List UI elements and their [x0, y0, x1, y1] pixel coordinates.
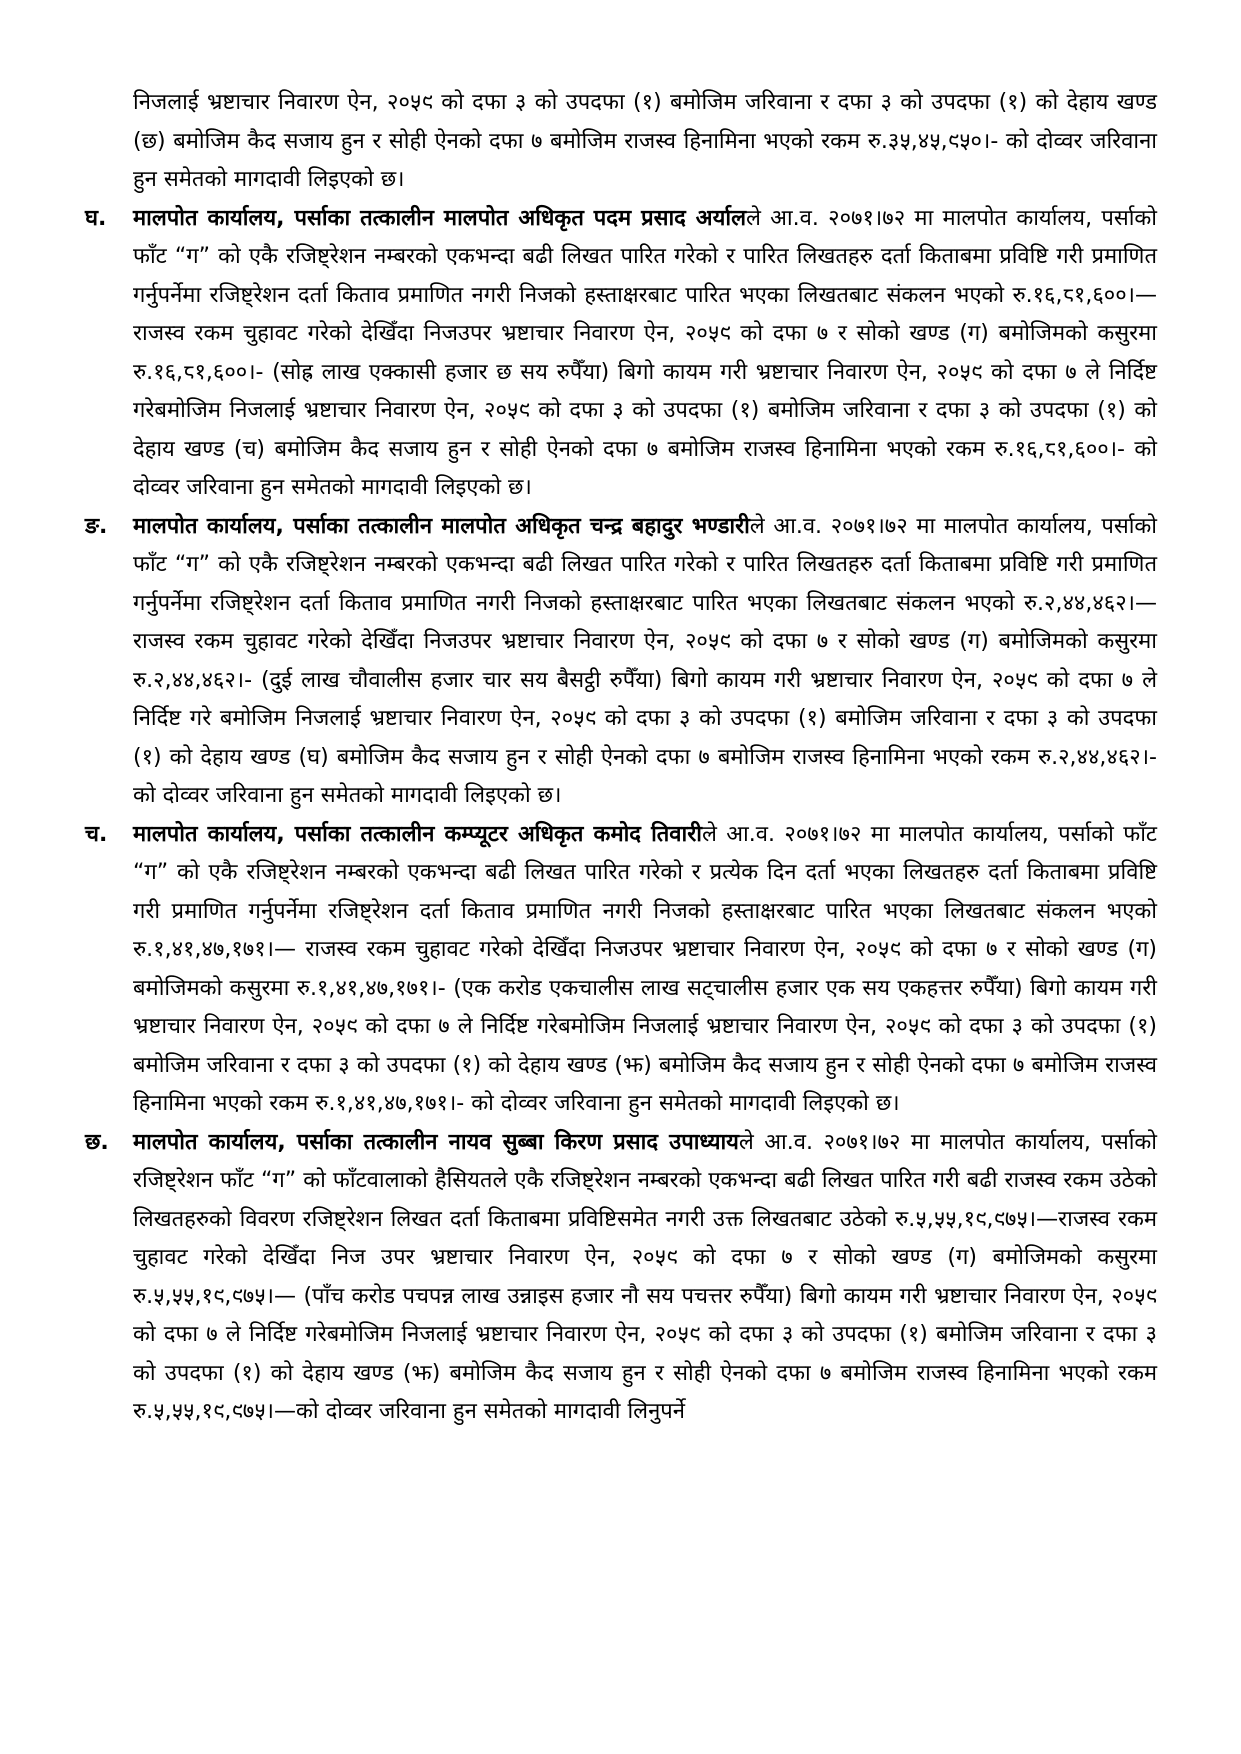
- section-text: [133, 816, 1157, 1124]
- section-label: च.: [85, 821, 108, 847]
- section-item-nga: [85, 508, 1157, 816]
- section-lead: मालपोत कार्यालय, पर्साका तत्कालीन कम्प्यूटर अधिकृत कमोद तिवारी: [133, 821, 702, 847]
- section-label: छ.: [85, 1129, 109, 1155]
- document-content: [85, 84, 1157, 1432]
- section-lead: मालपोत कार्यालय, पर्साका तत्कालीन नायव सुब्बा किरण प्रसाद उपाध्याय: [133, 1129, 739, 1155]
- section-label: घ.: [85, 205, 107, 231]
- section-body: ले आ.व. २०७१।७२ मा मालपोत कार्यालय, पर्साको फाँट “ग” को एकै रजिष्ट्रेशन नम्बरको एकभन्दा बढी लिखत पारित गरेको र प्रत्येक दिन दर्ता भएका लिखतहरु दर्ता किताबमा प्रविष्टि गरी प्रमाणित गर्नुपर्नेमा रजिष्ट्रेशन दर्ता किताव प्रमाणित नगरी निजको हस्ताक्षरबाट पारित भएका लिखतबाट संकलन भएको रु.१,४१,४७,१७१।— राजस्व रकम चुहावट गरेको देखिँदा निजउपर भ्रष्टाचार निवारण ऐन, २०५९ को दफा ७ र सोको खण्ड (ग) बमोजिमको कसुरमा रु.१,४१,४७,१७१।- (एक करोड एकचालीस लाख सट्चालीस हजार एक सय एकहत्तर रुपैँया) बिगो कायम गरी भ्रष्टाचार निवारण ऐन, २०५९ को दफा ७ ले निर्दिष्ट गरेबमोजिम निजलाई भ्रष्टाचार निवारण ऐन, २०५९ को दफा ३ को उपदफा (१) बमोजिम जरिवाना र दफा ३ को उपदफा (१) को देहाय खण्ड (झ) बमोजिम कैद सजाय हुन र सोही ऐनको दफा ७ बमोजिम राजस्व हिनामिना भएको रकम रु.१,४१,४७,१७१।- को दोव्वर जरिवाना हुन समेतको मागदावी लिइएको छ।: [133, 821, 1157, 1116]
- section-label: ङ.: [85, 513, 108, 539]
- section-text: [133, 508, 1157, 816]
- section-body: ले आ.व. २०७१।७२ मा मालपोत कार्यालय, पर्साको फाँट “ग” को एकै रजिष्ट्रेशन नम्बरको एकभन्दा बढी लिखत पारित गरेको र पारित लिखतहरु दर्ता किताबमा प्रविष्टि गरी प्रमाणित गर्नुपर्नेमा रजिष्ट्रेशन दर्ता किताव प्रमाणित नगरी निजको हस्ताक्षरबाट पारित भएका लिखतबाट संकलन भएको रु.१६,८१,६००।— राजस्व रकम चुहावट गरेको देखिँदा निजउपर भ्रष्टाचार निवारण ऐन, २०५९ को दफा ७ र सोको खण्ड (ग) बमोजिमको कसुरमा रु.१६,८१,६००।- (सोह्र लाख एक्कासी हजार छ सय रुपैँया) बिगो कायम गरी भ्रष्टाचार निवारण ऐन, २०५९ को दफा ७ ले निर्दिष्ट गरेबमोजिम निजलाई भ्रष्टाचार निवारण ऐन, २०५९ को दफा ३ को उपदफा (१) बमोजिम जरिवाना र दफा ३ को उपदफा (१) को देहाय खण्ड (च) बमोजिम कैद सजाय हुन र सोही ऐनको दफा ७ बमोजिम राजस्व हिनामिना भएको रकम रु.१६,८१,६००।- को दोव्वर जरिवाना हुन समेतको मागदावी लिइएको छ।: [133, 205, 1158, 500]
- section-body: ले आ.व. २०७१।७२ मा मालपोत कार्यालय, पर्साको रजिष्ट्रेशन फाँट “ग” को फाँटवालाको हैसियतले एकै रजिष्ट्रेशन नम्बरको एकभन्दा बढी लिखत पारित गरी बढी राजस्व रकम उठेको लिखतहरुको विवरण रजिष्ट्रेशन लिखत दर्ता किताबमा प्रविष्टिसमेत नगरी उक्त लिखतबाट उठेको रु.५,५५,१९,९७५।—राजस्व रकम चुहावट गरेको देखिँदा निज उपर भ्रष्टाचार निवारण ऐन, २०५९ को दफा ७ र सोको खण्ड (ग) बमोजिमको कसुरमा रु.५,५५,१९,९७५।— (पाँच करोड पचपन्न लाख उन्नाइस हजार नौ सय पचत्तर रुपैँया) बिगो कायम गरी भ्रष्टाचार निवारण ऐन, २०५९ को दफा ७ ले निर्दिष्ट गरेबमोजिम निजलाई भ्रष्टाचार निवारण ऐन, २०५९ को दफा ३ को उपदफा (१) बमोजिम जरिवाना र दफा ३ को उपदफा (१) को देहाय खण्ड (झ) बमोजिम कैद सजाय हुन र सोही ऐनको दफा ७ बमोजिम राजस्व हिनामिना भएको रकम रु.५,५५,१९,९७५।—को दोव्वर जरिवाना हुन समेतको मागदावी लिनुपर्ने: [133, 1129, 1157, 1424]
- paragraph-continuation: निजलाई भ्रष्टाचार निवारण ऐन, २०५९ को दफा ३ को उपदफा (१) बमोजिम जरिवाना र दफा ३ को उपदफा (१) को देहाय खण्ड (छ) बमोजिम कैद सजाय हुन र सोही ऐनको दफा ७ बमोजिम राजस्व हिनामिना भएको रकम रु.३५,४५,९५०।- को दोव्वर जरिवाना हुन समेतको मागदावी लिइएको छ।: [133, 90, 1158, 192]
- section-lead: मालपोत कार्यालय, पर्साका तत्कालीन मालपोत अधिकृत चन्द्र बहादुर भण्डारी: [133, 513, 750, 539]
- section-text: [133, 200, 1157, 508]
- section-item-gha: [85, 200, 1157, 508]
- section-lead: मालपोत कार्यालय, पर्साका तत्कालीन मालपोत अधिकृत पदम प्रसाद अर्याल: [133, 205, 746, 231]
- section-item-chha: [85, 1124, 1157, 1432]
- section-body: ले आ.व. २०७१।७२ मा मालपोत कार्यालय, पर्साको फाँट “ग” को एकै रजिष्ट्रेशन नम्बरको एकभन्दा बढी लिखत पारित गरेको र पारित लिखतहरु दर्ता किताबमा प्रविष्टि गरी प्रमाणित गर्नुपर्नेमा रजिष्ट्रेशन दर्ता किताव प्रमाणित नगरी निजको हस्ताक्षरबाट पारित भएका लिखतबाट संकलन भएको रु.२,४४,४६२।— राजस्व रकम चुहावट गरेको देखिँदा निजउपर भ्रष्टाचार निवारण ऐन, २०५९ को दफा ७ र सोको खण्ड (ग) बमोजिमको कसुरमा रु.२,४४,४६२।- (दुई लाख चौवालीस हजार चार सय बैसट्ठी रुपैँया) बिगो कायम गरी भ्रष्टाचार निवारण ऐन, २०५९ को दफा ७ ले निर्दिष्ट गरे बमोजिम निजलाई भ्रष्टाचार निवारण ऐन, २०५९ को दफा ३ को उपदफा (१) बमोजिम जरिवाना र दफा ३ को उपदफा (१) को देहाय खण्ड (घ) बमोजिम कैद सजाय हुन र सोही ऐनको दफा ७ बमोजिम राजस्व हिनामिना भएको रकम रु.२,४४,४६२।- को दोव्वर जरिवाना हुन समेतको मागदावी लिइएको छ।: [133, 513, 1157, 808]
- section-text: [133, 1124, 1157, 1432]
- section-item-cha: [85, 816, 1157, 1124]
